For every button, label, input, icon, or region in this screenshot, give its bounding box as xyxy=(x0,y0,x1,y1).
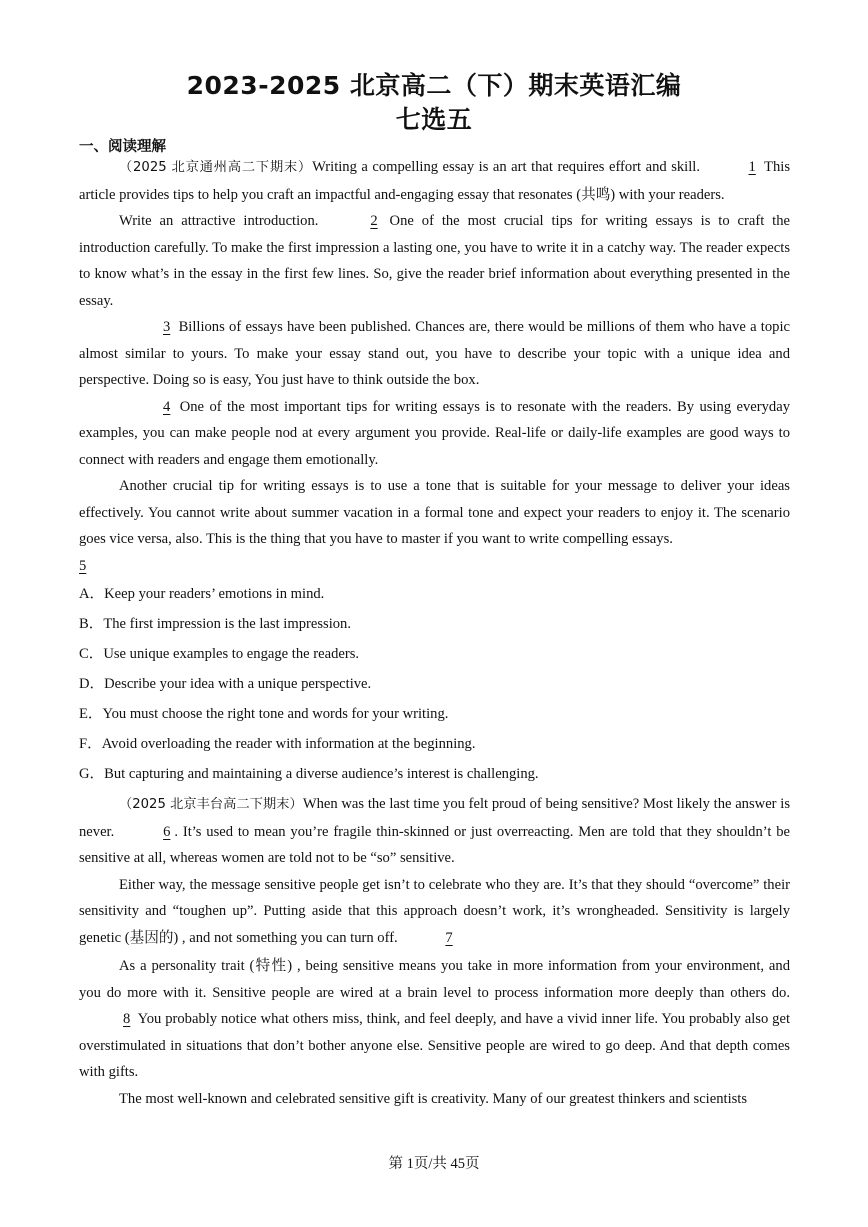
document-body xyxy=(79,154,790,1112)
text: One of the most crucial tips for writing essays is to craft the introduction carefully. To make the first impression a lasting one, you have to write it in a catchy way. The reader expects to know what’s in the essay in the first few lines. So, give the reader brief information about everything presented in the essay. xyxy=(79,213,790,309)
text: This article provides tips to help you craft an impactful and-engaging essay that resonates (共鸣) with your readers. xyxy=(79,159,790,203)
option-b: B．The first impression is the last impression. xyxy=(79,616,351,632)
text: Write an attractive introduction. xyxy=(119,213,319,229)
option-a: A．Keep your readers’ emotions in mind. xyxy=(79,586,325,602)
blank-2: 2 xyxy=(370,213,378,229)
option-f: F．Avoid overloading the reader with information at the beginning. xyxy=(79,736,476,752)
blank-1: 1 xyxy=(748,159,756,175)
text: One of the most important tips for writing essays is to resonate with the readers. By using everyday examples, you can make people nod at every argument you provide. Real-life or daily-life examples are good ways to connect with readers and engage them emotionally. xyxy=(79,398,791,468)
passage2-paragraph-1 xyxy=(79,791,790,872)
option-c: C．Use unique examples to engage the readers. xyxy=(79,646,360,662)
option-d: D．Describe your idea with a unique perspective. xyxy=(79,676,372,692)
blank-5: 5 xyxy=(79,557,87,574)
blank-3: 3 xyxy=(163,319,171,335)
passage2-paragraph-2 xyxy=(79,872,790,952)
text: . It’s used to mean you’re fragile thin-skinned or just overreacting. Men are told that they shouldn’t be sensitive at all, whereas women are told not to be “so” sensitive. xyxy=(79,823,790,866)
passage1-paragraph-1 xyxy=(79,154,790,208)
blank-6: 6 xyxy=(163,823,171,840)
option-e: E．You must choose the right tone and words for your writing. xyxy=(79,706,449,722)
options-list xyxy=(79,579,790,789)
blank-8: 8 xyxy=(123,1011,131,1027)
option-g: G．But capturing and maintaining a diverse audience’s interest is challenging. xyxy=(79,766,539,782)
text: Billions of essays have been published. Chances are, there would be millions of them who have a topic almost similar to yours. To make your essay stand out, you have to describe your topic with a unique idea and perspective. Doing so is easy, You just have to think outside the box. xyxy=(79,319,790,388)
passage1-paragraph-5 xyxy=(79,473,790,553)
passage1-paragraph-2 xyxy=(79,208,790,314)
passage2-paragraph-3 xyxy=(79,953,790,1086)
passage1-paragraph-3 xyxy=(79,314,790,394)
text: The most well-known and celebrated sensitive gift is creativity. Many of our greatest thinkers and scientists xyxy=(119,1090,748,1107)
passage2-paragraph-4 xyxy=(79,1086,790,1113)
passage1-paragraph-6 xyxy=(79,553,790,580)
text: As a personality trait (特性) , being sensitive means you take in more information from your environment, and you do more with it. Sensitive people are wired at a brain level to process information more deeply than others do. xyxy=(79,958,790,1001)
text: Writing a compelling essay is an art that requires effort and skill. xyxy=(312,159,700,175)
passage1-paragraph-4 xyxy=(79,394,790,474)
document-title: 2023-2025 北京高二（下）期末英语汇编 xyxy=(186,71,682,100)
text: Either way, the message sensitive people get isn’t to celebrate who they are. It’s that they should “overcome” their sensitivity and “toughen up”. Putting aside that this approach doesn’t work, it’s wrongheaded. Sensitivity is largely genetic (基因的) , and not something you can turn off. xyxy=(79,876,790,946)
page-number: 第 1页/共 45页 xyxy=(388,1156,480,1172)
blank-4: 4 xyxy=(163,398,171,415)
text: You probably notice what others miss, think, and feel deeply, and have a vivid inner life. You probably also get overstimulated in situations that don’t bother anyone else. Sensitive people are wired to go deep. And that depth comes with gifts. xyxy=(79,1011,790,1080)
text: When was the last time you felt proud of being sensitive? Most likely the answer is never. xyxy=(79,796,790,840)
passage2-source: （2025 北京丰台高二下期末） xyxy=(119,797,303,812)
passage1-source: （2025 北京通州高二下期末） xyxy=(119,160,313,175)
text: Another crucial tip for writing essays is to use a tone that is suitable for your message to deliver your ideas effectively. You cannot write about summer vacation in a formal tone and expect your readers to enjoy it. The scenario goes vice versa, also. This is the thing that you have to master if you want to write compelling essays. xyxy=(79,478,790,547)
document-subtitle: 七选五 xyxy=(395,105,473,134)
section-heading: 一、阅读理解 xyxy=(79,139,166,155)
blank-7: 7 xyxy=(445,929,453,946)
